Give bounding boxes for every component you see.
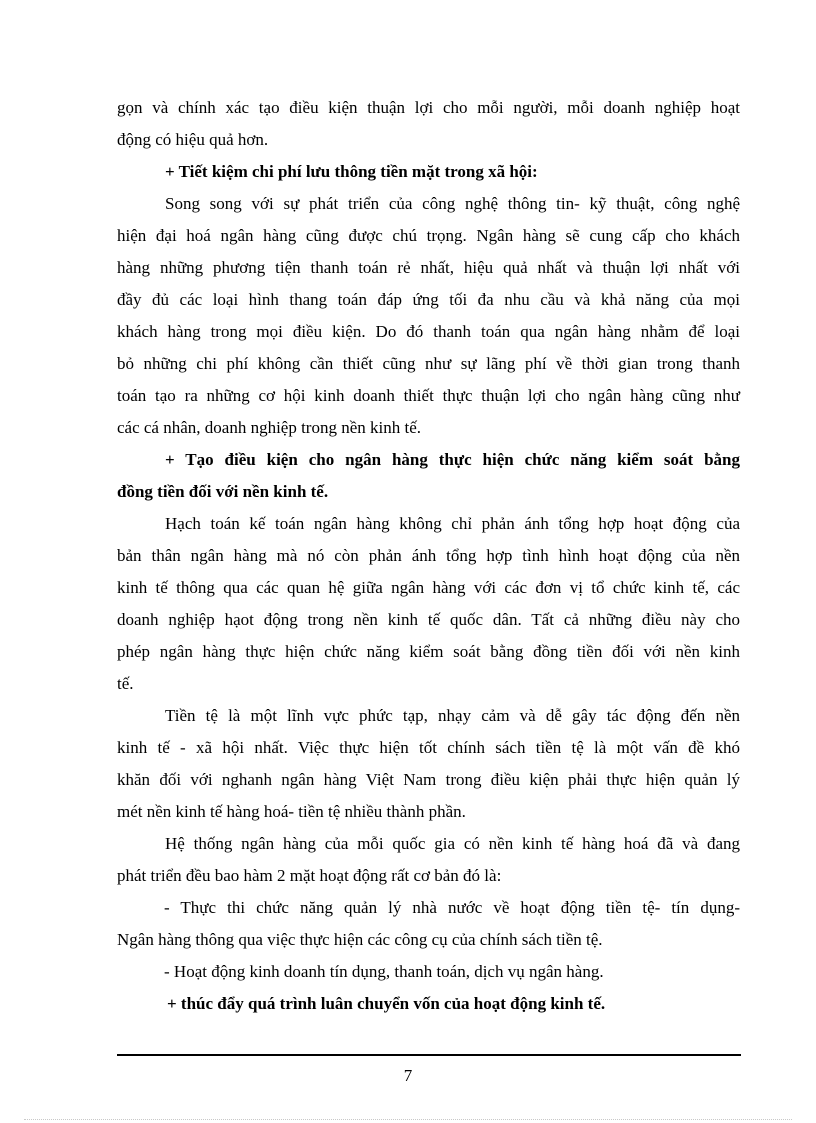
document-body [117,92,740,1020]
text-line: kinh tế - xã hội nhất. Việc thực hiện tốt chính sách tiền tệ là một vấn đề khó [117,738,740,757]
text-line: doanh nghiệp hạot động trong nền kinh tế quốc dân. Tất cả những điều này cho [117,610,740,629]
text-line: phát triển đều bao hàm 2 mặt hoạt động rất cơ bản đó là: [117,866,502,885]
text-line: khăn đối với nghanh ngân hàng Việt Nam trong điều kiện phải thực hiện quản lý [117,770,740,789]
section-heading: + Tạo điều kiện cho ngân hàng thực hiện chức năng kiểm soát bằng [165,450,740,469]
page-number: 7 [403,1066,413,1085]
text-line: hiện đại hoá ngân hàng cũng được chú trọng. Ngân hàng sẽ cung cấp cho khách [117,226,740,245]
text-line: Song song với sự phát triển của công nghệ thông tin- kỹ thuật, công nghệ [165,194,740,213]
text-line: các cá nhân, doanh nghiệp trong nền kinh tế. [117,418,422,437]
text-line: hàng những phương tiện thanh toán rẻ nhất, hiệu quả nhất và thuận lợi nhất với [117,258,740,277]
footer-divider [117,1054,741,1056]
text-line: Hệ thống ngân hàng của mỗi quốc gia có nền kinh tế hàng hoá đã và đang [165,834,740,853]
text-line: Tiền tệ là một lĩnh vực phức tạp, nhạy cảm và dễ gây tác động đến nền [165,706,740,725]
section-heading: + Tiết kiệm chi phí lưu thông tiền mặt trong xã hội: [165,162,538,181]
section-heading: + thúc đẩy quá trình luân chuyển vốn của hoạt động kinh tế. [167,994,606,1013]
text-line: động có hiệu quả hơn. [117,130,269,149]
text-line: bản thân ngân hàng mà nó còn phản ánh tổng hợp tình hình hoạt động của nền [117,546,740,565]
section-heading: đồng tiền đối với nền kinh tế. [117,482,329,501]
text-line: phép ngân hàng thực hiện chức năng kiểm soát bằng đồng tiền đối với nền kinh [117,642,740,661]
text-line: gọn và chính xác tạo điều kiện thuận lợi cho mỗi người, mỗi doanh nghiệp hoạt [117,98,740,117]
text-line: tế. [117,674,134,693]
text-line: bỏ những chi phí không cần thiết cũng như sự lãng phí về thời gian trong thanh [117,354,740,373]
list-item: - Hoạt động kinh doanh tín dụng, thanh toán, dịch vụ ngân hàng. [164,962,604,981]
text-line: kinh tế thông qua các quan hệ giữa ngân hàng với các đơn vị tổ chức kinh tế, các [117,578,740,597]
page-bottom-edge [24,1119,792,1120]
text-line: Hạch toán kế toán ngân hàng không chỉ phản ánh tổng hợp hoạt động của [165,514,740,533]
list-item: - Thực thi chức năng quản lý nhà nước về hoạt động tiền tệ- tín dụng- [164,898,740,917]
text-line: khách hàng trong mọi điều kiện. Do đó thanh toán qua ngân hàng nhằm để loại [117,322,740,341]
text-line: đầy đủ các loại hình thang toán đáp ứng tối đa nhu cầu và khả năng của mọi [117,290,740,309]
text-line: toán tạo ra những cơ hội kinh doanh thiết thực thuận lợi cho ngân hàng cũng như [117,386,740,405]
text-line: Ngân hàng thông qua việc thực hiện các công cụ của chính sách tiền tệ. [117,930,603,949]
text-line: mét nền kinh tế hàng hoá- tiền tệ nhiều thành phần. [117,802,466,821]
